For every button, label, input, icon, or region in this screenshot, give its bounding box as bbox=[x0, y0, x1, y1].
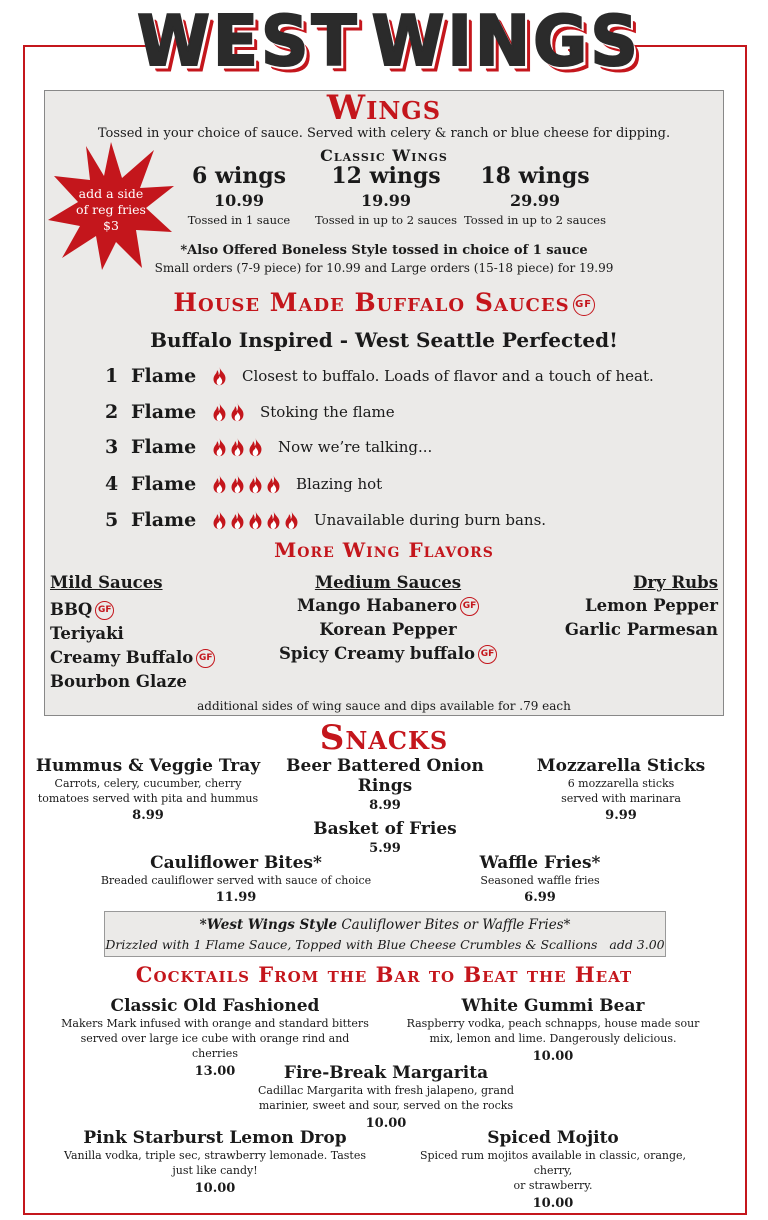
logo-west-text: WEST bbox=[137, 0, 360, 82]
flavor-item: Lemon Pepper bbox=[584, 596, 718, 615]
flame-icon bbox=[211, 366, 228, 386]
boneless-sizes: Small orders (7-9 piece) for 10.99 and Large orders (15-18 piece) for 19.99 bbox=[154, 261, 614, 275]
snack-name: Waffle Fries* bbox=[479, 853, 601, 873]
cocktail-price: 10.00 bbox=[194, 1181, 236, 1196]
cocktail-lemon-drop bbox=[60, 1128, 370, 1196]
flavor-item: Creamy Buffalo GF bbox=[50, 646, 250, 670]
size-count: 18 wings bbox=[480, 163, 590, 189]
gf-icon: GF bbox=[573, 294, 595, 316]
snack-price: 8.99 bbox=[132, 808, 164, 823]
mild-heading: Mild Sauces bbox=[50, 573, 163, 592]
size-18 bbox=[455, 163, 615, 227]
cocktail-price: 10.00 bbox=[532, 1049, 574, 1064]
gf-icon: GF bbox=[95, 601, 114, 620]
ww-style-bold: *West Wings Style bbox=[199, 917, 338, 933]
west-wings-style-box bbox=[104, 911, 666, 957]
cocktail-name: Pink Starburst Lemon Drop bbox=[83, 1128, 347, 1148]
flame-level-desc: Unavailable during burn bans. bbox=[314, 511, 547, 529]
gf-icon: GF bbox=[196, 649, 215, 668]
snack-onion-rings bbox=[262, 756, 508, 813]
cocktail-desc: marinier, sweet and sour, served on the rocks bbox=[258, 1099, 514, 1112]
cocktail-price: 10.00 bbox=[532, 1196, 574, 1211]
flame-icon bbox=[247, 437, 264, 457]
cocktail-name: Classic Old Fashioned bbox=[110, 996, 320, 1016]
sauce-footnote: additional sides of wing sauce and dips available for .79 each bbox=[197, 699, 571, 713]
flame-level-label: Flame bbox=[131, 509, 197, 531]
flame-level-number: 1 bbox=[105, 365, 119, 387]
flavors-title: More Wing Flavors bbox=[274, 538, 494, 562]
logo bbox=[137, 0, 641, 82]
flavor-item: Mango Habanero GF bbox=[248, 594, 528, 618]
snack-price: 5.99 bbox=[369, 841, 401, 856]
flavor-item: Bourbon Glaze bbox=[50, 672, 187, 691]
cocktail-price: 13.00 bbox=[194, 1064, 236, 1079]
flame-rating bbox=[211, 366, 228, 386]
flame-level-label: Flame bbox=[131, 436, 197, 458]
size-count: 6 wings bbox=[191, 163, 287, 189]
snack-price: 8.99 bbox=[369, 798, 401, 813]
flame-icon bbox=[229, 474, 246, 494]
snack-desc: Seasoned waffle fries bbox=[480, 874, 600, 887]
flavor-item: Spicy Creamy buffalo GF bbox=[248, 642, 528, 666]
flame-level-label: Flame bbox=[131, 365, 197, 387]
snack-name: Hummus & Veggie Tray bbox=[35, 756, 261, 776]
sauces-tagline: Buffalo Inspired - West Seattle Perfected! bbox=[150, 328, 618, 352]
sauces-title bbox=[44, 288, 724, 317]
snacks-title: Snacks bbox=[319, 718, 449, 758]
boneless-note: *Also Offered Boneless Style tossed in choice of 1 sauce bbox=[180, 243, 588, 258]
snack-desc: tomatoes served with pita and hummus bbox=[37, 792, 259, 805]
cocktails-title: Cocktails From the Bar to Beat the Heat bbox=[135, 962, 633, 987]
flavor-item: BBQ GF bbox=[50, 598, 250, 622]
gf-icon: GF bbox=[478, 645, 497, 664]
cocktail-desc: or strawberry. bbox=[513, 1179, 593, 1192]
starburst-line3: $3 bbox=[103, 218, 119, 233]
flame-level-number: 3 bbox=[105, 436, 119, 458]
cocktail-margarita bbox=[240, 1063, 532, 1131]
cocktail-desc: served over large ice cube with orange rind and cherries bbox=[80, 1032, 350, 1060]
snack-mozzarella bbox=[520, 756, 722, 823]
flame-icon bbox=[247, 510, 264, 530]
sauces-title-text: House Made Buffalo Sauces bbox=[173, 288, 570, 317]
flame-level-desc: Closest to buffalo. Loads of flavor and a touch of heat. bbox=[242, 367, 654, 385]
flavor-item: Teriyaki bbox=[50, 624, 124, 643]
flavor-item: Korean Pepper bbox=[319, 620, 457, 639]
flavor-item: Garlic Parmesan bbox=[564, 620, 718, 639]
ww-style-desc: Drizzled with 1 Flame Sauce, Topped with Blue Cheese Crumbles & Scallions bbox=[105, 937, 598, 952]
size-price: 19.99 bbox=[360, 191, 412, 210]
ww-style-price: add 3.00 bbox=[609, 937, 665, 952]
wings-title: Wings bbox=[326, 88, 442, 128]
cocktail-desc: Spiced rum mojitos available in classic, orange, cherry, bbox=[419, 1149, 687, 1177]
flame-level-desc: Stoking the flame bbox=[260, 403, 395, 421]
size-note: Tossed in up to 2 sauces bbox=[464, 213, 606, 227]
snack-price: 9.99 bbox=[605, 808, 637, 823]
flame-level-4 bbox=[105, 470, 382, 498]
dry-rubs bbox=[540, 573, 718, 642]
snack-hummus bbox=[30, 756, 266, 823]
size-note: Tossed in up to 2 sauces bbox=[315, 213, 457, 227]
flame-icon bbox=[247, 474, 264, 494]
flame-rating bbox=[211, 402, 246, 422]
starburst-line1: add a side bbox=[78, 186, 144, 201]
snack-name: Basket of Fries bbox=[313, 819, 457, 839]
cocktail-desc: just like candy! bbox=[172, 1164, 258, 1177]
snack-fries bbox=[284, 819, 486, 856]
snack-name: Cauliflower Bites* bbox=[150, 853, 322, 873]
cocktail-desc: Makers Mark infused with orange and standard bitters bbox=[61, 1017, 369, 1030]
flame-rating bbox=[211, 474, 282, 494]
size-note: Tossed in 1 sauce bbox=[187, 213, 291, 227]
snack-price: 11.99 bbox=[215, 890, 257, 905]
size-price: 29.99 bbox=[509, 191, 561, 210]
size-6 bbox=[159, 163, 319, 227]
snack-cauliflower bbox=[100, 853, 372, 905]
flame-icon bbox=[265, 510, 282, 530]
snack-desc: 6 mozzarella sticks bbox=[567, 777, 675, 790]
cocktail-gummi-bear bbox=[400, 996, 706, 1064]
starburst-line2: of reg fries bbox=[76, 202, 146, 217]
flame-rating bbox=[211, 437, 264, 457]
cocktail-price: 10.00 bbox=[365, 1116, 407, 1131]
flame-level-number: 2 bbox=[105, 401, 119, 423]
size-count: 12 wings bbox=[331, 163, 441, 189]
cocktail-desc: Cadillac Margarita with fresh jalapeno, grand bbox=[258, 1084, 514, 1097]
flame-level-desc: Now we’re talking... bbox=[278, 438, 433, 456]
gf-icon: GF bbox=[460, 597, 479, 616]
flame-level-label: Flame bbox=[131, 473, 197, 495]
cocktail-mojito bbox=[400, 1128, 706, 1211]
flame-rating bbox=[211, 510, 300, 530]
classic-wings-title: Classic Wings bbox=[320, 146, 448, 165]
flame-icon bbox=[283, 510, 300, 530]
flame-level-3 bbox=[105, 433, 432, 461]
cocktail-name: Fire-Break Margarita bbox=[283, 1063, 489, 1083]
ww-style-rest: Cauliflower Bites or Waffle Fries* bbox=[337, 917, 571, 933]
flame-icon bbox=[229, 402, 246, 422]
snack-name: Beer Battered Onion Rings bbox=[286, 756, 484, 796]
flame-level-2 bbox=[105, 398, 395, 426]
flame-icon bbox=[229, 510, 246, 530]
snack-desc: Breaded cauliflower served with sauce of choice bbox=[100, 874, 372, 887]
flame-icon bbox=[211, 437, 228, 457]
medium-heading: Medium Sauces bbox=[314, 573, 462, 592]
flame-level-5 bbox=[105, 506, 546, 534]
snack-waffle-fries bbox=[440, 853, 640, 905]
flame-icon bbox=[229, 437, 246, 457]
size-price: 10.99 bbox=[213, 191, 265, 210]
snack-desc: served with marinara bbox=[561, 792, 681, 805]
flame-level-desc: Blazing hot bbox=[296, 475, 383, 493]
cocktail-desc: Raspberry vodka, peach schnapps, house made sour bbox=[406, 1017, 700, 1030]
cocktail-desc: mix, lemon and lime. Dangerously delicious. bbox=[429, 1032, 677, 1045]
snack-name: Mozzarella Sticks bbox=[536, 756, 706, 776]
snack-price: 6.99 bbox=[524, 890, 556, 905]
mild-sauces bbox=[50, 573, 250, 694]
medium-sauces bbox=[248, 573, 528, 666]
flame-icon bbox=[265, 474, 282, 494]
flame-icon bbox=[211, 510, 228, 530]
flame-level-label: Flame bbox=[131, 401, 197, 423]
dry-heading: Dry Rubs bbox=[633, 573, 718, 592]
cocktail-desc: Vanilla vodka, triple sec, strawberry lemonade. Tastes bbox=[64, 1149, 366, 1162]
flame-icon bbox=[211, 402, 228, 422]
size-12 bbox=[306, 163, 466, 227]
flame-level-number: 5 bbox=[105, 509, 119, 531]
logo-wings-text: WINGS bbox=[371, 0, 641, 82]
flame-level-number: 4 bbox=[105, 473, 119, 495]
snack-desc: Carrots, celery, cucumber, cherry bbox=[54, 777, 242, 790]
flame-level-1 bbox=[105, 362, 654, 390]
cocktail-name: White Gummi Bear bbox=[461, 996, 645, 1016]
cocktail-name: Spiced Mojito bbox=[487, 1128, 619, 1148]
flame-icon bbox=[211, 474, 228, 494]
wings-intro: Tossed in your choice of sauce. Served with celery & ranch or blue cheese for dipping. bbox=[97, 126, 671, 141]
